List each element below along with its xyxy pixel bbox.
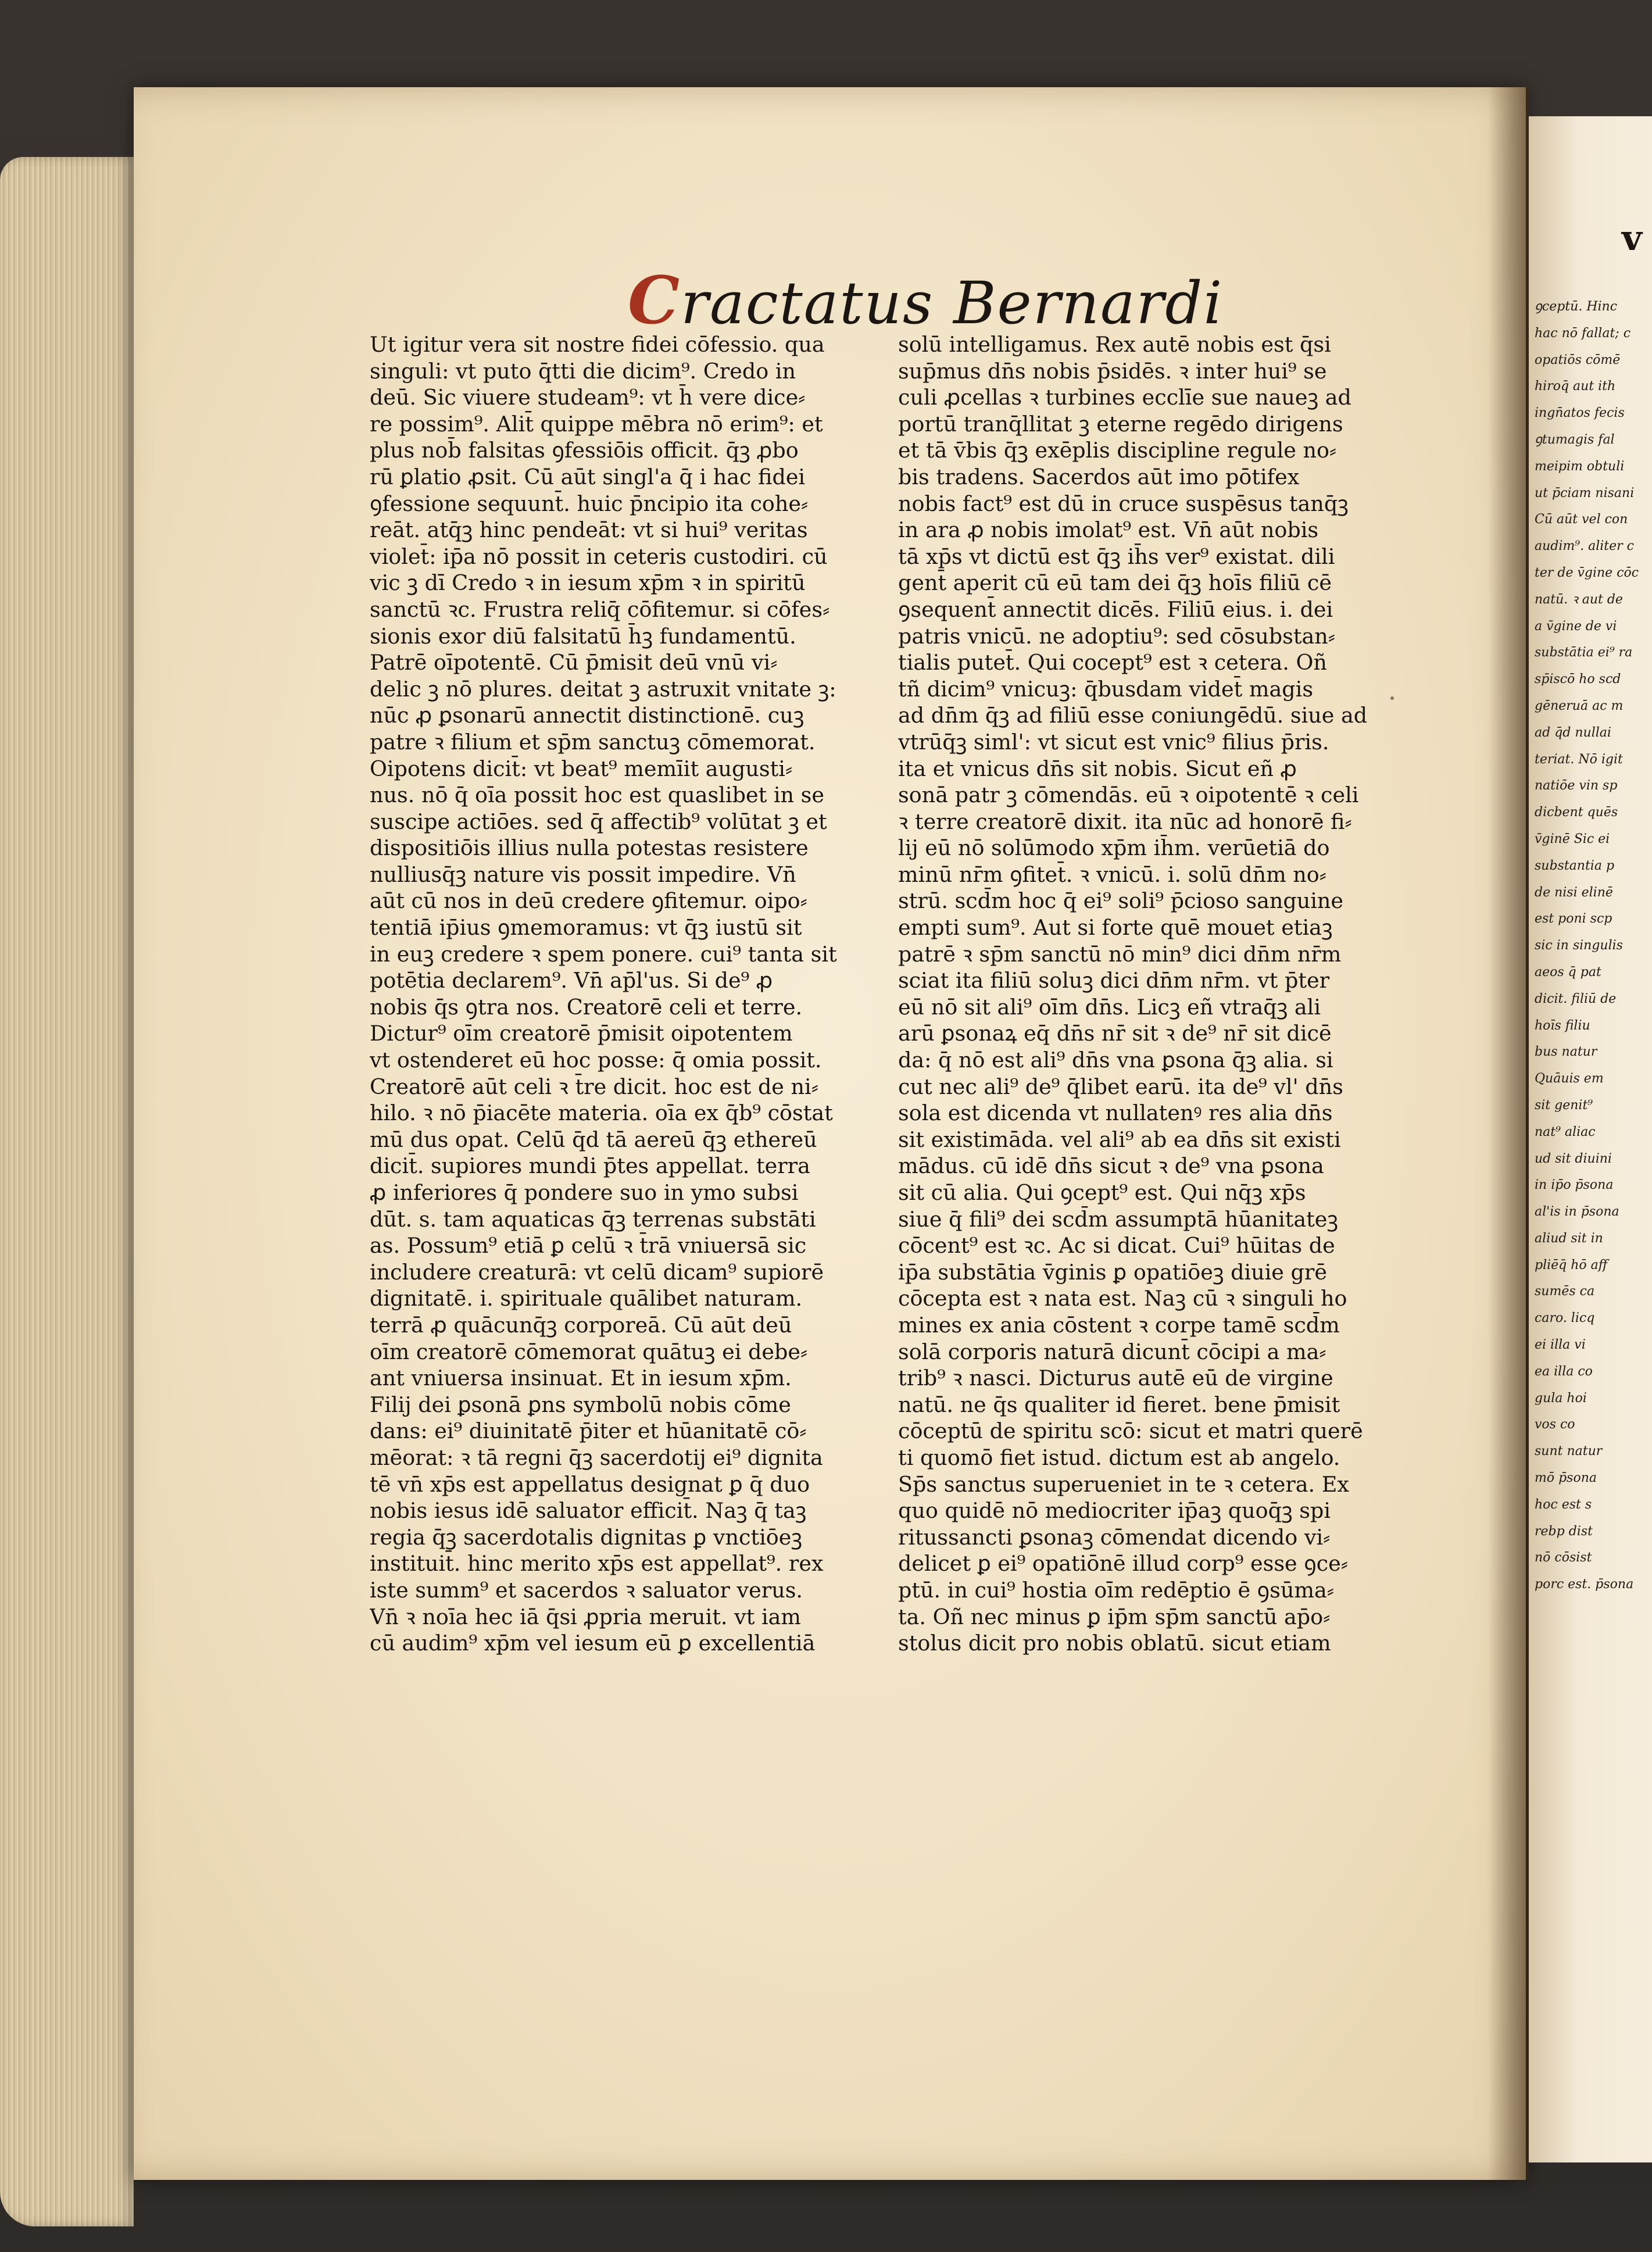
margin-text-line: hoc est s <box>1535 1497 1592 1512</box>
margin-text-line: ter de v̄gine cōc <box>1535 565 1639 580</box>
text-line: cōcent⁹ est ꝛc. Ac si dicat. Cui⁹ hūitas de <box>898 1233 1335 1259</box>
text-line: Patrē oīpotentē. Cū p̄misit deū vnū vi⸗ <box>370 650 778 675</box>
text-line: tentiā ip̄ius ꝯmemoramus: vt q̄ꝫ iustū sit <box>370 915 802 941</box>
margin-text-line: hiroq̄ aut ith <box>1535 379 1616 394</box>
margin-text-line: meipim obtuli <box>1535 459 1625 474</box>
text-line: da: q̄ nō est ali⁹ dn̄s vna ꝑsona q̄ꝫ alia. si <box>898 1048 1333 1073</box>
text-line: culi ꝓcellas ꝛ turbines ecclīe sue naueꝫ ad <box>898 385 1351 410</box>
margin-text-line: gēneruā ac m <box>1535 698 1624 713</box>
margin-text-line: nō cōsist <box>1535 1550 1592 1565</box>
heading-text: ractatus Bernardi <box>681 269 1224 337</box>
text-line: in ara ꝓ nobis imolat⁹ est. Vn̄ aūt nobis <box>898 517 1319 543</box>
text-line: stolus dicit pro nobis oblatū. sicut etiam <box>898 1631 1331 1656</box>
text-line: mū dus opat. Celū q̄d tā aereū q̄ꝫ ethereū <box>370 1127 817 1152</box>
text-line: in euꝫ credere ꝛ spem ponere. cui⁹ tanta sit <box>370 941 837 967</box>
margin-text-line: sic in singulis <box>1535 938 1623 953</box>
page-heading <box>628 263 1267 339</box>
text-line: delicet ꝑ ei⁹ opatiōnē illud corp⁹ esse ꝯce⸗ <box>898 1551 1348 1577</box>
text-line: quo quidē nō mediocriter ip̄aꝫ quoq̄ꝫ spi <box>898 1498 1331 1524</box>
margin-text-line: caro. licq <box>1535 1311 1595 1326</box>
text-line: mēorat: ꝛ tā regni q̄ꝫ sacerdotij ei⁹ dignita <box>370 1445 823 1470</box>
text-line: plus nob̄ falsitas ꝯfessiōis officit. q̄ꝫ ꝓbo <box>370 438 799 463</box>
margin-text-line: gula hoi <box>1535 1390 1587 1406</box>
text-line: dispositiōis illius nulla potestas resistere <box>370 835 809 861</box>
ink-spot <box>1390 696 1394 700</box>
text-line: nulliusq̄ꝫ nature vis possit impedire. Vn̄ <box>370 862 796 887</box>
text-line: nobis fact⁹ est dū in cruce suspēsus tanq̄ꝫ <box>898 491 1349 516</box>
text-line: rū ꝑlatio ꝓsit. Cū aūt singl'a q̄ i hac fidei <box>370 464 806 489</box>
margin-text-line: sunt natur <box>1535 1444 1603 1459</box>
text-line: arū ꝑsonaꝝ eq̄ dn̄s nr̄ sit ꝛ de⁹ nr̄ sit dicē <box>898 1021 1332 1046</box>
text-line: nobis iesus idē saluator efficit̄. Naꝫ q̄ taꝫ <box>370 1498 807 1524</box>
margin-text-line: hoīs filiu <box>1535 1018 1590 1033</box>
text-line: cut nec ali⁹ de⁹ q̄libet earū. ita de⁹ vl' dn̄s <box>898 1074 1343 1099</box>
margin-text-line: substātia ei⁹ ra <box>1535 645 1633 660</box>
text-line: deū. Sic viuere studeam⁹: vt h̄ vere dice⸗ <box>370 385 806 410</box>
text-line: instituit̄. hinc merito xp̄s est appellat⁹. rex <box>370 1551 824 1577</box>
text-line: violet̄: ip̄a nō possit in ceteris custodiri. cū <box>370 544 828 569</box>
margin-text-line: ꝯtumagis fal <box>1535 432 1615 447</box>
text-line: regia q̄ꝫ sacerdotalis dignitas ꝑ vnctiōeꝫ <box>370 1524 803 1550</box>
text-line: mines ex ania cōstent ꝛ corpe tamē scd̄m <box>898 1312 1340 1338</box>
text-line: sit existimāda. vel ali⁹ ab ea dn̄s sit existi <box>898 1127 1341 1152</box>
text-line: sup̄mus dn̄s nobis p̄sidēs. ꝛ inter hui⁹ se <box>898 358 1327 384</box>
margin-text-line: sit genit⁹ <box>1535 1098 1593 1113</box>
text-line: patris vnicū. ne adoptiu⁹: sed cōsubstan⸗ <box>898 623 1335 649</box>
text-line: dignitatē. i. spirituale quālibet naturam. <box>370 1286 803 1311</box>
text-line: reāt. atq̄ꝫ hinc pendeāt: vt si hui⁹ veritas <box>370 517 808 543</box>
text-line: sciat ita filiū soluꝫ dici dn̄m nr̄m. vt p̄ter <box>898 968 1330 993</box>
text-line: Oipotens dicit̄: vt beat⁹ memīit augusti⸗ <box>370 756 793 781</box>
text-column-right <box>898 331 1381 1657</box>
text-line: suscipe actiōes. sed q̄ affectib⁹ volūtat ꝫ et <box>370 809 827 834</box>
text-line: sonā patr ꝫ cōmendās. eū ꝛ oipotentē ꝛ celi <box>898 782 1359 808</box>
text-line: Filij dei ꝑsonā ꝑns symbolū nobis cōme <box>370 1392 791 1417</box>
text-line: ritussancti ꝑsonaꝫ cōmendat dicendo vi⸗ <box>898 1524 1331 1550</box>
margin-text-line: in ip̄o p̄sona <box>1535 1178 1614 1193</box>
text-line: ꝯsequent̄ annectit dicēs. Filiū eius. i. dei <box>898 596 1333 622</box>
margin-text-line: bus natur <box>1535 1045 1597 1060</box>
text-line: iste summ⁹ et sacerdos ꝛ saluator verus. <box>370 1577 803 1603</box>
margin-text-line: natiōe vin sp <box>1535 778 1618 793</box>
text-line: ꝯfessione sequunt̄. huic p̄ncipio ita cohe⸗ <box>370 491 809 516</box>
margin-text-line: rebp dist <box>1535 1524 1593 1539</box>
text-line: oīm creatorē cōmemorat quātuꝫ ei debe⸗ <box>370 1339 808 1364</box>
margin-text-line: porc est. p̄sona <box>1535 1577 1634 1592</box>
text-line: delic ꝫ nō plures. deitat ꝫ astruxit vnitate ꝫ: <box>370 676 836 702</box>
text-line: minū nr̄m ꝯfitet̄. ꝛ vnicū. i. solū dn̄m no⸗ <box>898 862 1326 887</box>
text-line: includere creaturā: vt celū dicam⁹ supiorē <box>370 1259 824 1285</box>
margin-text-line: de nisi elinē <box>1535 885 1613 900</box>
text-line: ant vniuersa insinuat. Et in iesum xp̄m. <box>370 1366 792 1391</box>
text-line: siue q̄ fili⁹ dei scd̄m assumptā hūanitateꝫ <box>898 1206 1339 1232</box>
text-line: Creatorē aūt celi ꝛ t̄re dicit. hoc est de ni⸗ <box>370 1074 818 1099</box>
text-line: tialis putet̄. Qui cocept⁹ est ꝛ cetera. Oñ <box>898 650 1327 675</box>
text-line: lij eū nō solūmodo xp̄m ih̄m. verūetiā do <box>898 835 1330 861</box>
text-line: nus. nō q̄ oīa possit hoc est quaslibet in se <box>370 782 824 808</box>
text-line: ip̄a substātia v̄ginis ꝑ opatiōeꝫ diuie grē <box>898 1259 1327 1285</box>
margin-text-line: al'is in p̄sona <box>1535 1204 1619 1220</box>
margin-text-line: ingn̄atos fecis <box>1535 406 1625 421</box>
margin-text-line: vos co <box>1535 1417 1575 1432</box>
text-line: patre ꝛ filium et sp̄m sanctuꝫ cōmemorat. <box>370 729 816 755</box>
text-line: trib⁹ ꝛ nasci. Dicturus autē eū de virgine <box>898 1366 1333 1391</box>
text-line: Sp̄s sanctus superueniet in te ꝛ cetera. Ex <box>898 1471 1349 1497</box>
text-line: Ut igitur vera sit nostre fidei cōfessio. qua <box>370 332 825 357</box>
book-fore-edge <box>0 157 134 2226</box>
margin-text-line: opatiōs cōmē <box>1535 352 1621 367</box>
text-line: tñ dicim⁹ vnicuꝫ: q̄busdam videt̄ magis <box>898 676 1314 702</box>
text-line: re possim⁹. Alit̄ quippe mēbra nō erim⁹: et <box>370 411 823 437</box>
text-line: vtrūq̄ꝫ siml': vt sicut est vnic⁹ filius p̄ris. <box>898 729 1329 755</box>
text-line: natū. ne q̄s qualiter id fieret. bene p̄misit <box>898 1392 1340 1417</box>
margin-text-line: hac nō fallat; c <box>1535 326 1631 341</box>
margin-text-line: audim⁹. aliter c <box>1535 539 1634 554</box>
text-line: vic ꝫ dī Credo ꝛ in iesum xp̄m ꝛ in spiritū <box>370 570 806 596</box>
margin-text-line: dicit. filiū de <box>1535 991 1617 1006</box>
text-line: solā corporis naturā dicunt̄ cōcipi a ma⸗ <box>898 1339 1326 1364</box>
text-line: gent̄ aperit cū eū tam dei q̄ꝫ hoīs filiū cē <box>898 570 1332 596</box>
text-line: ptū. in cui⁹ hostia oīm redēptio ē ꝯsūma⸗ <box>898 1577 1334 1603</box>
margin-text-line: ad q̄d nullai <box>1535 725 1611 740</box>
margin-text-line: ea illa co <box>1535 1364 1593 1379</box>
margin-text-line: a v̄gine de vi <box>1535 619 1617 634</box>
margin-text-line: substantia p <box>1535 858 1615 873</box>
text-line: dans: ei⁹ diuinitatē p̄iter et hūanitatē cō⸗ <box>370 1418 807 1444</box>
text-line: potētia declarem⁹. Vn̄ ap̄l'us. Si de⁹ ꝓ <box>370 968 773 993</box>
text-line: mādus. cū idē dn̄s sicut ꝛ de⁹ vna ꝑsona <box>898 1153 1324 1179</box>
margin-text-line: aliud sit in <box>1535 1231 1603 1246</box>
text-line: ꝛ terre creatorē dixit. ita nūc ad honorē fi⸗ <box>898 809 1352 834</box>
text-line: tā xp̄s vt dictū est q̄ꝫ ih̄s ver⁹ existat. dili <box>898 544 1335 569</box>
text-line: sit cū alia. Qui ꝯcept⁹ est. Qui nq̄ꝫ xp̄s <box>898 1180 1306 1205</box>
margin-text-line: mō p̄sona <box>1535 1471 1597 1486</box>
text-line: dicit̄. supiores mundi p̄tes appellat. terra <box>370 1153 810 1179</box>
text-line: aūt cū nos in deū credere ꝯfitemur. oipo⸗ <box>370 888 807 914</box>
text-line: dūt. s. tam aquaticas q̄ꝫ terrenas substāti <box>370 1206 816 1232</box>
margin-text-line: Quāuis em <box>1535 1071 1604 1086</box>
text-line: solū intelligamus. Rex autē nobis est q̄si <box>898 332 1331 357</box>
margin-text-line: ut p̄ciam nisani <box>1535 485 1635 501</box>
text-line: portū tranq̄llitat ꝫ eterne regēdo dirigens <box>898 411 1343 437</box>
text-line: Dictur⁹ oīm creatorē p̄misit oipotentem <box>370 1021 793 1046</box>
text-line: patrē ꝛ sp̄m sanctū nō min⁹ dici dn̄m nr̄m <box>898 941 1342 967</box>
margin-text-line: sp̄iscō ho scd <box>1535 672 1621 687</box>
text-line: ad dn̄m q̄ꝫ ad filiū esse coniungēdū. siue ad <box>898 703 1368 728</box>
heading-initial: C <box>628 263 681 339</box>
margin-text-line: natū. ꝛ aut de <box>1535 592 1623 607</box>
margin-text-line: ei illa vi <box>1535 1338 1586 1353</box>
margin-text-line: teriat. Nō igit <box>1535 752 1623 767</box>
text-line: nūc ꝓ ꝑsonarū annectit distinctionē. cuꝫ <box>370 703 804 728</box>
text-line: cōcepta est ꝛ nata est. Naꝫ cū ꝛ singuli ho <box>898 1286 1347 1311</box>
margin-text-line: dicbent quēs <box>1535 805 1618 820</box>
text-line: sanctū ꝛc. Frustra reliq̄ cōfitemur. si cōfes⸗ <box>370 596 830 622</box>
margin-text-line: sumēs ca <box>1535 1284 1595 1299</box>
margin-text-line: ud sit diuini <box>1535 1151 1612 1166</box>
text-line: ꝓ inferiores q̄ pondere suo in ymo subsi <box>370 1180 799 1205</box>
text-line: bis tradens. Sacerdos aūt imo pōtifex <box>898 464 1300 489</box>
text-line: sola est dicenda vt nullatenꝰ res alia dn̄s <box>898 1100 1333 1126</box>
text-line: as. Possum⁹ etiā ꝑ celū ꝛ t̄rā vniuersā sic <box>370 1233 807 1259</box>
text-line: Vn̄ ꝛ noīa hec iā q̄si ꝓpria meruit. vt iam <box>370 1604 802 1629</box>
margin-text-line: aeos q̄ pat <box>1535 964 1601 980</box>
text-line: cōceptū de spiritu scō: sicut et matri querē <box>898 1418 1363 1444</box>
text-line: sionis exor diū falsitatū h̄ꝫ fundamentū. <box>370 623 796 649</box>
text-line: empti sum⁹. Aut si forte quē mouet etiaꝫ <box>898 915 1333 941</box>
margin-text-line: pliēq̄ hō aff <box>1535 1257 1608 1272</box>
text-line: nobis q̄s ꝯtra nos. Creatorē celi et terre. <box>370 994 803 1020</box>
margin-text-line: ꝯceptū. Hinc <box>1535 299 1618 314</box>
margin-text-line: nat⁹ aliac <box>1535 1124 1596 1139</box>
text-line: cū audim⁹ xp̄m vel iesum eū ꝑ excellentiā <box>370 1631 816 1656</box>
text-line: ti quomō fiet istud. dictum est ab angelo. <box>898 1445 1340 1470</box>
text-line: et tā v̄bis q̄ꝫ exēplis discipline regule no⸗ <box>898 438 1337 463</box>
text-column-left <box>370 331 852 1657</box>
gutter-shadow <box>1488 87 1529 2180</box>
text-line: vt ostenderet eū hoc posse: q̄ omia possit. <box>370 1048 822 1073</box>
margin-text-line: Cū aūt vel con <box>1535 512 1628 527</box>
text-line: singuli: vt puto q̄tti die dicim⁹. Credo in <box>370 358 796 384</box>
text-line: eū nō sit ali⁹ oīm dn̄s. Licꝫ eñ vtraq̄ꝫ ali <box>898 994 1321 1020</box>
text-line: strū. scd̄m hoc q̄ ei⁹ soli⁹ p̄cioso sanguine <box>898 888 1344 914</box>
text-line: hilo. ꝛ nō p̄iacēte materia. oīa ex q̄b⁹ cōstat <box>370 1100 833 1126</box>
text-line: terrā ꝓ quācunq̄ꝫ corporeā. Cū aūt deū <box>370 1312 792 1338</box>
text-line: ta. Oñ nec minus ꝑ ip̄m sp̄m sanctū ap̄o⸗ <box>898 1604 1331 1629</box>
text-line: ita et vnicus dn̄s sit nobis. Sicut eñ ꝓ <box>898 756 1297 781</box>
margin-text-line: v̄ginē Sic ei <box>1535 831 1610 846</box>
right-margin-heading: v <box>1622 218 1642 259</box>
right-page-text-fragment <box>1535 294 1651 1598</box>
text-line: tē vn̄ xp̄s est appellatus designat ꝑ q̄ duo <box>370 1471 810 1497</box>
margin-text-line: est poni scp <box>1535 911 1612 927</box>
